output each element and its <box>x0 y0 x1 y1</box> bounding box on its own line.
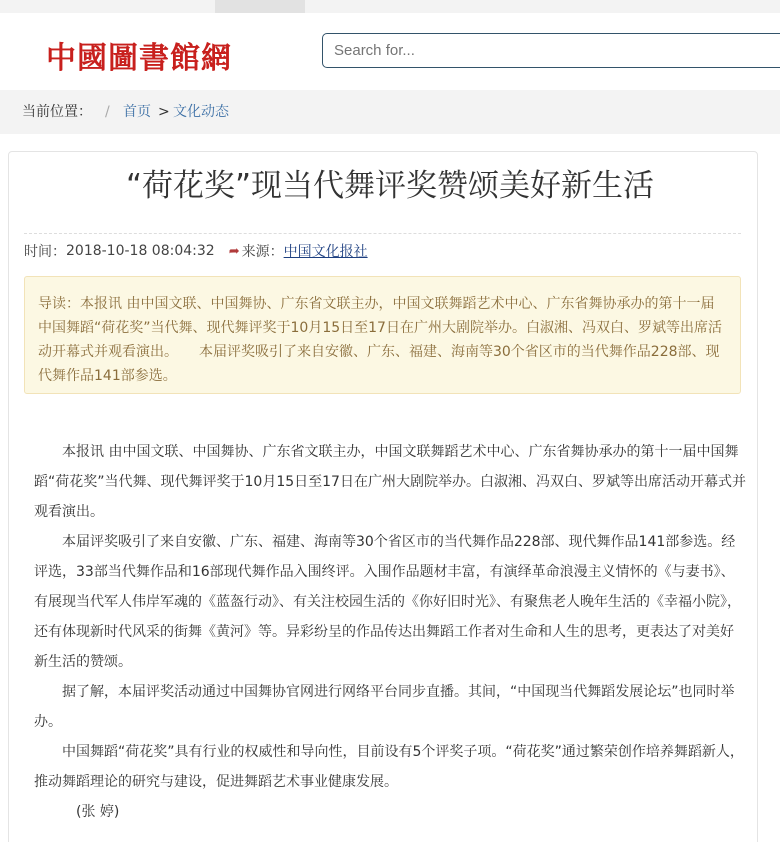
breadcrumb-separator: / <box>105 104 110 120</box>
breadcrumb-category-link[interactable]: 文化动态 <box>173 104 229 120</box>
breadcrumb-label: 当前位置： <box>22 104 92 120</box>
source-label: 来源： <box>241 244 284 260</box>
article-meta <box>24 241 368 261</box>
time-label: 时间： <box>24 244 66 260</box>
top-tab[interactable] <box>215 0 305 13</box>
body-paragraph: 本届评奖吸引了来自安徽、广东、福建、海南等30个省区市的当代舞作品228部、现代舞作品141部参选。经评选，33部当代舞作品和16部现代舞作品入围终评。入围作品题材丰富，有演绎革命浪漫主义情怀的《与妻书》、有展现当代军人伟岸军魂的《蓝盔行动》、有关注校园生活的《你好旧时光》、有聚焦老人晚年生活的《幸福小院》，还有体现新时代风采的街舞《黄河》等。异彩纷呈的作品传达出舞蹈工作者对生命和人生的思考，更表达了对美好新生活的赞颂。 <box>34 534 741 670</box>
article-summary: 导读：本报讯 由中国文联、中国舞协、广东省文联主办，中国文联舞蹈艺术中心、广东省舞协承办的第十一届中国舞蹈“荷花奖”当代舞、现代舞评奖于10月15日至17日在广州大剧院举办。白淑湘、冯双白、罗斌等出席活动开幕式并观看演出。 本届评奖吸引了来自安徽、广东、福建、海南等30个省区市的当代舞作品228部、现代舞作品141部参选。 <box>24 276 741 394</box>
site-header <box>0 13 780 90</box>
title-divider <box>24 233 741 234</box>
article-body <box>34 437 746 827</box>
site-logo[interactable]: 中國圖書館網 <box>46 41 232 76</box>
breadcrumb-home-link[interactable]: 首页 <box>123 104 151 120</box>
source-link[interactable]: 中国文化报社 <box>283 244 368 260</box>
publish-time: 2018-10-18 08:04:32 <box>66 243 215 259</box>
article-author: (张 婷) <box>76 804 120 820</box>
body-paragraph: 本报讯 由中国文联、中国舞协、广东省文联主办，中国文联舞蹈艺术中心、广东省舞协承办的第十一届中国舞蹈“荷花奖”当代舞、现代舞评奖于10月15日至17日在广州大剧院举办。白淑湘、冯双白、罗斌等出席活动开幕式并观看演出。 <box>34 444 746 520</box>
search-input[interactable] <box>322 33 780 68</box>
breadcrumb-arrow: > <box>158 104 170 120</box>
browser-top-strip <box>0 0 780 13</box>
body-paragraph: 中国舞蹈“荷花奖”具有行业的权威性和导向性，目前设有5个评奖子项。“荷花奖”通过繁荣创作培养舞蹈新人，推动舞蹈理论的研究与建设，促进舞蹈艺术事业健康发展。 <box>34 744 744 790</box>
body-paragraph: 据了解，本届评奖活动通过中国舞协官网进行网络平台同步直播。其间，“中国现当代舞蹈发展论坛”也同时举办。 <box>34 684 735 730</box>
share-icon: ➦ <box>228 243 240 259</box>
breadcrumb <box>0 90 780 134</box>
article-title: “荷花奖”现当代舞评奖赞颂美好新生活 <box>125 168 655 204</box>
